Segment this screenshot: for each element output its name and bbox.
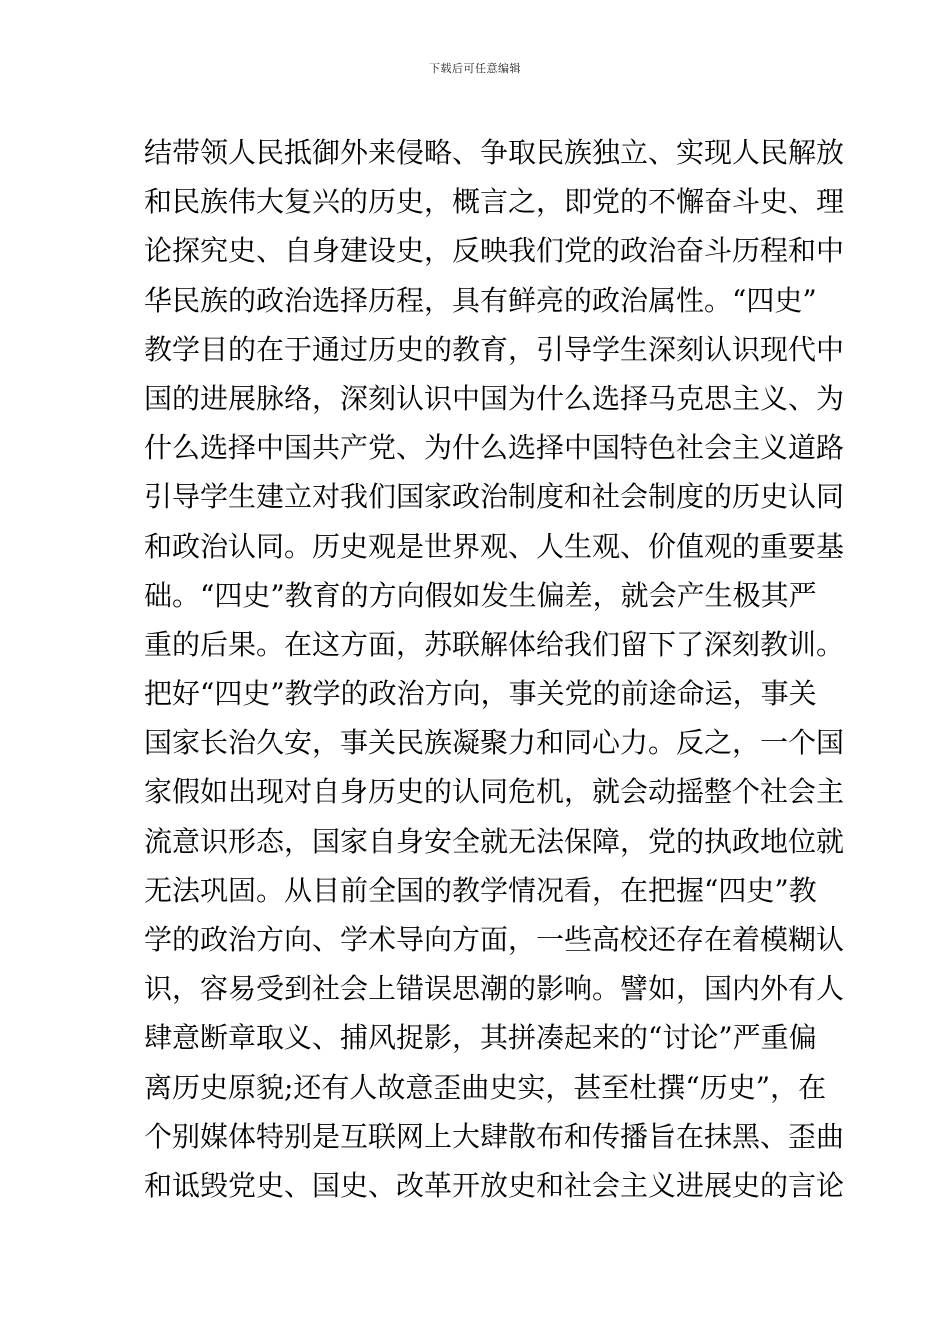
text-line: 结带领人民抵御外来侵略、争取民族独立、实现人民解放 xyxy=(144,136,845,169)
text-line: 论探究史、自身建设史，反映我们党的政治奋斗历程和中 xyxy=(144,234,845,268)
text-line: 无法巩固。从目前全国的教学情况看，在把握“四史”教 xyxy=(144,873,817,907)
text-line: 个别媒体特别是互联网上大肆散布和传播旨在抹黑、歪曲 xyxy=(144,1119,845,1153)
text-line: 离历史原貌;还有人故意歪曲史实，甚至杜撰“历史”，在 xyxy=(144,1070,827,1104)
text-line: 和政治认同。历史观是世界观、人生观、价值观的重要基 xyxy=(144,529,845,563)
text-line: 识，容易受到社会上错误思潮的影响。譬如，国内外有人 xyxy=(144,972,845,1006)
text-line: 学的政治方向、学术导向方面，一些高校还存在着模糊认 xyxy=(144,923,845,956)
text-line: 和民族伟大复兴的历史，概言之，即党的不懈奋斗史、理 xyxy=(144,185,845,219)
text-line: 引导学生建立对我们国家政治制度和社会制度的历史认同 xyxy=(144,480,845,514)
text-line: 把好“四史”教学的政治方向，事关党的前途命运，事关 xyxy=(144,677,817,711)
text-line: 华民族的政治选择历程，具有鲜亮的政治属性。“四史” xyxy=(144,283,817,317)
page-header: 下载后可任意编辑 xyxy=(429,62,521,75)
text-line: 重的后果。在这方面，苏联解体给我们留下了深刻教训。 xyxy=(144,627,845,661)
text-line: 国家长治久安，事关民族凝聚力和同心力。反之，一个国 xyxy=(144,726,845,760)
text-line: 家假如出现对自身历史的认同危机，就会动摇整个社会主 xyxy=(144,775,845,809)
text-line: 什么选择中国共产党、为什么选择中国特色社会主义道路 xyxy=(144,431,845,465)
body-text xyxy=(144,128,845,1210)
text-line: 教学目的在于通过历史的教育，引导学生深刻认识现代中 xyxy=(144,332,845,366)
text-line: 流意识形态，国家自身安全就无法保障，党的执政地位就 xyxy=(144,824,845,858)
text-line: 国的进展脉络，深刻认识中国为什么选择马克思主义、为 xyxy=(144,381,845,415)
text-line: 肆意断章取义、捕风捉影，其拼凑起来的“讨论”严重偏 xyxy=(144,1021,817,1055)
text-line: 和诋毁党史、国史、改革开放史和社会主义进展史的言论 xyxy=(144,1168,845,1202)
text-line: 础。“四史”教育的方向假如发生偏差，就会产生极其严 xyxy=(144,578,817,612)
